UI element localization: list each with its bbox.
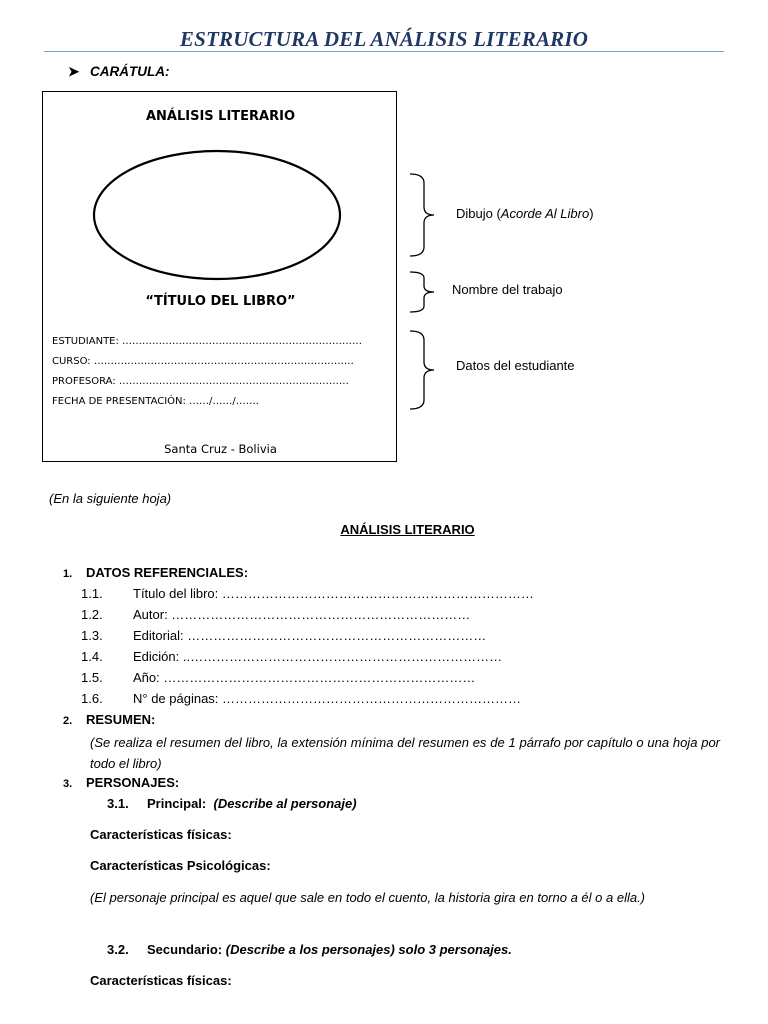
physical-traits-label-secondary: Características físicas: xyxy=(90,973,232,988)
cover-field-course: CURSO: …………………………………………………………………… xyxy=(52,356,354,367)
annotation-work-name: Nombre del trabajo xyxy=(452,282,563,297)
cover-field-student: ESTUDIANTE: ……………………………………………………………… xyxy=(52,336,363,347)
arrow-bullet-icon: ➤ xyxy=(68,64,80,79)
physical-traits-label: Características físicas: xyxy=(90,827,232,842)
list-item: 1.2. Autor: …………………………………………………………… xyxy=(81,607,471,622)
drawing-placeholder-oval xyxy=(92,149,342,281)
brace-icon xyxy=(407,173,437,257)
cover-heading: ANÁLISIS LITERARIO xyxy=(145,109,296,124)
annotation-drawing: Dibujo (Acorde Al Libro) xyxy=(456,206,594,221)
resumen-instructions: (Se realiza el resumen del libro, la extensión mínima del resumen es de 1 párrafo por capítulo o una hoja por todo el libro) xyxy=(90,735,720,771)
cover-sample xyxy=(42,91,397,462)
psych-traits-label: Características Psicológicas: xyxy=(90,858,271,873)
section-title: ANÁLISIS LITERARIO xyxy=(340,522,475,537)
list-item: 1.1. Título del libro: ……………………………………………………………… xyxy=(81,586,534,601)
list-item: 1.6. N° de páginas: …………………………………………………………… xyxy=(81,691,522,706)
annotation-student-data: Datos del estudiante xyxy=(456,358,575,373)
subsection-secundario: 3.2. Secundario: (Describe a los personajes) solo 3 personajes. xyxy=(107,942,512,957)
principal-note: (El personaje principal es aquel que sale en todo el cuento, la historia gira en torno a él o a ella.) xyxy=(90,890,646,905)
list-item: 1.4. Edición: ..……………………………………………………………… xyxy=(81,649,503,664)
brace-icon xyxy=(407,330,437,410)
page-title: ESTRUCTURA DEL ANÁLISIS LITERARIO xyxy=(179,27,589,51)
cover-city: Santa Cruz - Bolivia xyxy=(164,442,277,456)
section-heading-resumen: 2. RESUMEN: xyxy=(63,712,156,727)
next-page-note: (En la siguiente hoja) xyxy=(49,491,172,506)
section-heading-referencial: 1. DATOS REFERENCIALES: xyxy=(63,565,249,580)
list-item: 1.5. Año: ……………………………………………………………… xyxy=(81,670,476,685)
subsection-principal: 3.1. Principal: (Describe al personaje) xyxy=(107,796,357,811)
cover-field-date: FECHA DE PRESENTACIÓN: ……/……/……. xyxy=(52,396,259,407)
title-divider xyxy=(44,51,724,52)
list-item: 1.3. Editorial: …………………………………………………………… xyxy=(81,628,487,643)
caratula-heading xyxy=(68,64,169,80)
brace-icon xyxy=(407,271,437,313)
caratula-label: CARÁTULA: xyxy=(90,64,170,79)
section-heading-personajes: 3. PERSONAJES: xyxy=(63,775,180,790)
cover-field-teacher: PROFESORA: …………………………………………………………… xyxy=(52,376,349,387)
cover-book-title: “TÍTULO DEL LIBRO” xyxy=(145,294,296,309)
